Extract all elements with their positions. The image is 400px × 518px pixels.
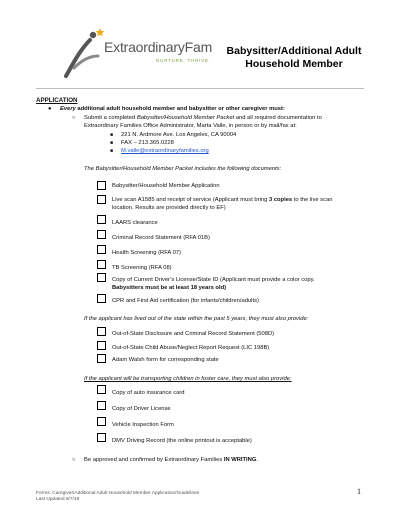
- packet-item-drivers-license: Copy of Current Driver’s License/State ID (Applicant must provide a color copy.: [112, 277, 315, 283]
- transport-item-driver-license: Copy of Driver License: [112, 406, 171, 412]
- live-scan-copies: 3 copies: [268, 197, 293, 203]
- footer-last-updated: Last Updated 8/7/19: [36, 497, 80, 502]
- out-of-state-item-disclosure: Out-of-State Disclosure and Criminal Record Statement (508D): [112, 331, 275, 337]
- checkbox-application[interactable]: [97, 181, 106, 190]
- bullet-circle: ○: [72, 457, 76, 463]
- title-line-1: Babysitter/Additional Adult: [226, 45, 362, 57]
- checkbox-dmv-record[interactable]: [97, 433, 106, 442]
- packet-item-cpr: CPR and First Aid certification (for infants/children/adults): [112, 298, 259, 304]
- intro-text: [60, 106, 285, 113]
- live-scan-text-c: to the live scan: [292, 197, 333, 203]
- footer: [36, 491, 199, 503]
- logo-tagline: NURTURE. THRIVE.: [156, 58, 211, 63]
- approval-text: [84, 457, 258, 464]
- contact-address: 221 N. Ardmore Ave. Los Angeles, CA 90004: [121, 132, 237, 138]
- logo: [60, 26, 213, 80]
- out-of-state-heading: If the applicant has lived out of the state within the past 5 years, they must also provide:: [84, 316, 309, 322]
- packet-item-laars: LAARS clearance: [112, 220, 158, 226]
- transport-heading: If the applicant will be transporting children in foster care, they must also provide:: [84, 376, 292, 382]
- checkbox-tb-screening[interactable]: [97, 260, 106, 269]
- approval-text-a: Be approved and confirmed by Extraordinary Families: [84, 457, 224, 463]
- bullet-square: ■: [110, 148, 114, 154]
- packet-item-live-scan-line-2: location. Results are provided directly to EF): [112, 205, 226, 211]
- checkbox-live-scan[interactable]: [97, 195, 106, 204]
- packet-item-tb-screening: TB Screening (RFA 08): [112, 265, 172, 271]
- packet-item-live-scan: [112, 197, 332, 204]
- checkbox-vehicle-inspection[interactable]: [97, 417, 106, 426]
- intro-every: Every: [60, 106, 76, 112]
- submit-text-a: Submit a completed: [84, 115, 137, 121]
- page-number: 1: [357, 487, 361, 496]
- submit-line-1: [84, 115, 322, 122]
- transport-item-dmv-record: DMV Driving Record (the online printout is acceptable): [112, 438, 252, 444]
- document-title: [214, 45, 374, 71]
- footer-form-name: Forms: Caregiver/Additional Adult Household Member Application/Guidelines: [36, 491, 200, 496]
- header-divider: [36, 88, 364, 89]
- out-of-state-item-child-abuse: Out-of-State Child Abuse/Neglect Report Request (LIC 198B): [112, 345, 270, 351]
- bullet-circle: ○: [72, 115, 76, 121]
- checkbox-auto-insurance[interactable]: [97, 385, 106, 394]
- bullet-dot: ●: [48, 106, 52, 112]
- bullet-square: ■: [110, 132, 114, 138]
- live-scan-text-a: Live scan A1585 and receipt of service (Applicant must bring: [112, 197, 269, 203]
- approval-in-writing: IN WRITING: [223, 457, 257, 463]
- logo-wordmark: ExtraordinaryFam: [104, 39, 213, 55]
- checkbox-health-screening[interactable]: [97, 245, 106, 254]
- approval-period: .: [256, 457, 258, 463]
- contact-fax: FAX – 213.365.0228: [121, 140, 174, 146]
- packet-item-age-requirement: Babysitters must be at least 18 years old): [112, 285, 227, 291]
- submit-packet-name: Babysitter/Household Member Packet: [136, 115, 235, 121]
- submit-text-c: and all required documentation to: [234, 115, 322, 121]
- checkbox-driver-license-copy[interactable]: [97, 401, 106, 410]
- submit-line-2: Extraordinary Families Office Administrator, Marta Valle, in person or by mail/fax at:: [84, 123, 297, 129]
- packet-heading: The Babysitter/Household Member Packet includes the following documents:: [84, 166, 282, 172]
- packet-item-health-screening: Health Screening (RFA 07): [112, 250, 181, 256]
- packet-item-application: Babysitter/Household Member Application: [112, 183, 220, 189]
- packet-item-criminal-record: Criminal Record Statement (RFA 01B): [112, 235, 210, 241]
- title-line-2: Household Member: [245, 58, 343, 70]
- transport-item-auto-insurance: Copy of auto insurance card: [112, 390, 185, 396]
- checkbox-criminal-record[interactable]: [97, 230, 106, 239]
- out-of-state-item-adam-walsh: Adam Walsh form for corresponding state: [112, 357, 219, 363]
- bullet-square: ■: [110, 140, 114, 146]
- checkbox-drivers-license[interactable]: [97, 273, 106, 282]
- transport-item-vehicle-inspection: Vehicle Inspection Form: [112, 422, 174, 428]
- checkbox-adam-walsh[interactable]: [97, 354, 106, 363]
- checkbox-cpr[interactable]: [97, 294, 106, 303]
- section-title: APPLICATION: [36, 97, 78, 104]
- logo-figure-icon: [60, 26, 106, 80]
- checkbox-laars[interactable]: [97, 215, 106, 224]
- contact-email-link[interactable]: M.valle@extraordinaryfamilies.org: [121, 148, 209, 154]
- checkbox-child-abuse-report[interactable]: [97, 341, 106, 350]
- checkbox-out-of-state-disclosure[interactable]: [97, 327, 106, 336]
- intro-rest: additional adult household member and babysitter or other caregiver must:: [75, 106, 285, 112]
